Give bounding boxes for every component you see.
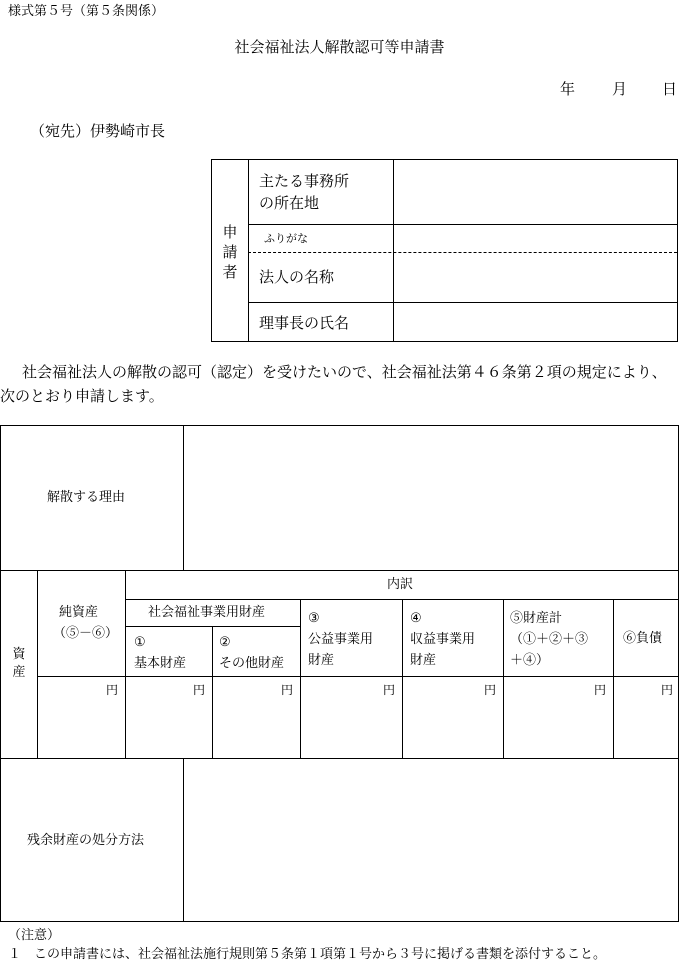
total-property-field[interactable] [504, 677, 613, 758]
net-assets-label: 純資産 （⑤－⑥） [53, 605, 119, 641]
dissolution-table [0, 425, 679, 922]
other-property-field[interactable] [213, 677, 300, 758]
net-assets-yen: 円 [106, 683, 119, 697]
liabilities-field[interactable] [614, 677, 678, 758]
date-day-label: 日 [662, 80, 678, 98]
dissolution-reason-field[interactable] [184, 426, 678, 570]
form-number: 様式第５号（第５条関係） [8, 4, 165, 19]
application-statement: 社会福祉法人の解散の認可（認定）を受けたいので、社会福祉法第４６条第２項の規定により、次のとおり申請します。 [0, 363, 667, 405]
applicant-label: 申 請 者 [222, 223, 238, 281]
total-property-yen: 円 [594, 683, 607, 697]
chairman-name-label: 理事長の氏名 [259, 314, 350, 332]
other-property-label: ② その他財産 [219, 635, 285, 671]
liabilities-label: ⑥負債 [623, 631, 663, 646]
office-address-field[interactable] [394, 160, 677, 224]
welfare-business-property-label: 社会福祉事業用財産 [148, 605, 266, 620]
public-property-field[interactable] [301, 677, 402, 758]
dissolution-reason-label: 解散する理由 [47, 490, 126, 505]
total-property-label: ⑤財産計 （①＋②＋③ ＋④） [510, 611, 589, 668]
residual-property-disposal-label: 残余財産の処分方法 [27, 833, 145, 848]
furigana-label: ふりがな [264, 232, 308, 245]
net-assets-field[interactable] [38, 677, 125, 758]
addressee: （宛先）伊勢崎市長 [30, 122, 166, 140]
document-title: 社会福祉法人解散認可等申請書 [234, 38, 445, 56]
basic-property-label: ① 基本財産 [134, 635, 187, 671]
chairman-name-field[interactable] [394, 303, 677, 341]
assets-label: 資 産 [12, 647, 26, 680]
applicant-table [211, 159, 678, 342]
corporation-name-label: 法人の名称 [259, 268, 335, 286]
date-year-label: 年 [560, 80, 576, 98]
public-business-property-label: ③ 公益事業用 財産 [308, 611, 374, 668]
furigana-field[interactable] [394, 225, 677, 252]
other-property-yen: 円 [281, 683, 294, 697]
liabilities-yen: 円 [661, 683, 674, 697]
corporation-name-field[interactable] [394, 253, 677, 302]
basic-property-field[interactable] [126, 677, 212, 758]
profit-business-property-label: ④ 収益事業用 財産 [410, 611, 476, 668]
note-1: １ この申請書には、社会福祉法施行規則第５条第１項第１号から３号に掲げる書類を添付すること。 [8, 947, 607, 962]
residual-property-disposal-field[interactable] [184, 759, 678, 921]
public-property-yen: 円 [383, 683, 396, 697]
breakdown-label: 内訳 [387, 577, 414, 592]
profit-property-field[interactable] [403, 677, 503, 758]
office-address-label: 主たる事務所 の所在地 [259, 172, 350, 212]
date-month-label: 月 [612, 80, 628, 98]
basic-property-yen: 円 [193, 683, 206, 697]
notes-heading: （注意） [8, 928, 61, 943]
profit-property-yen: 円 [484, 683, 497, 697]
